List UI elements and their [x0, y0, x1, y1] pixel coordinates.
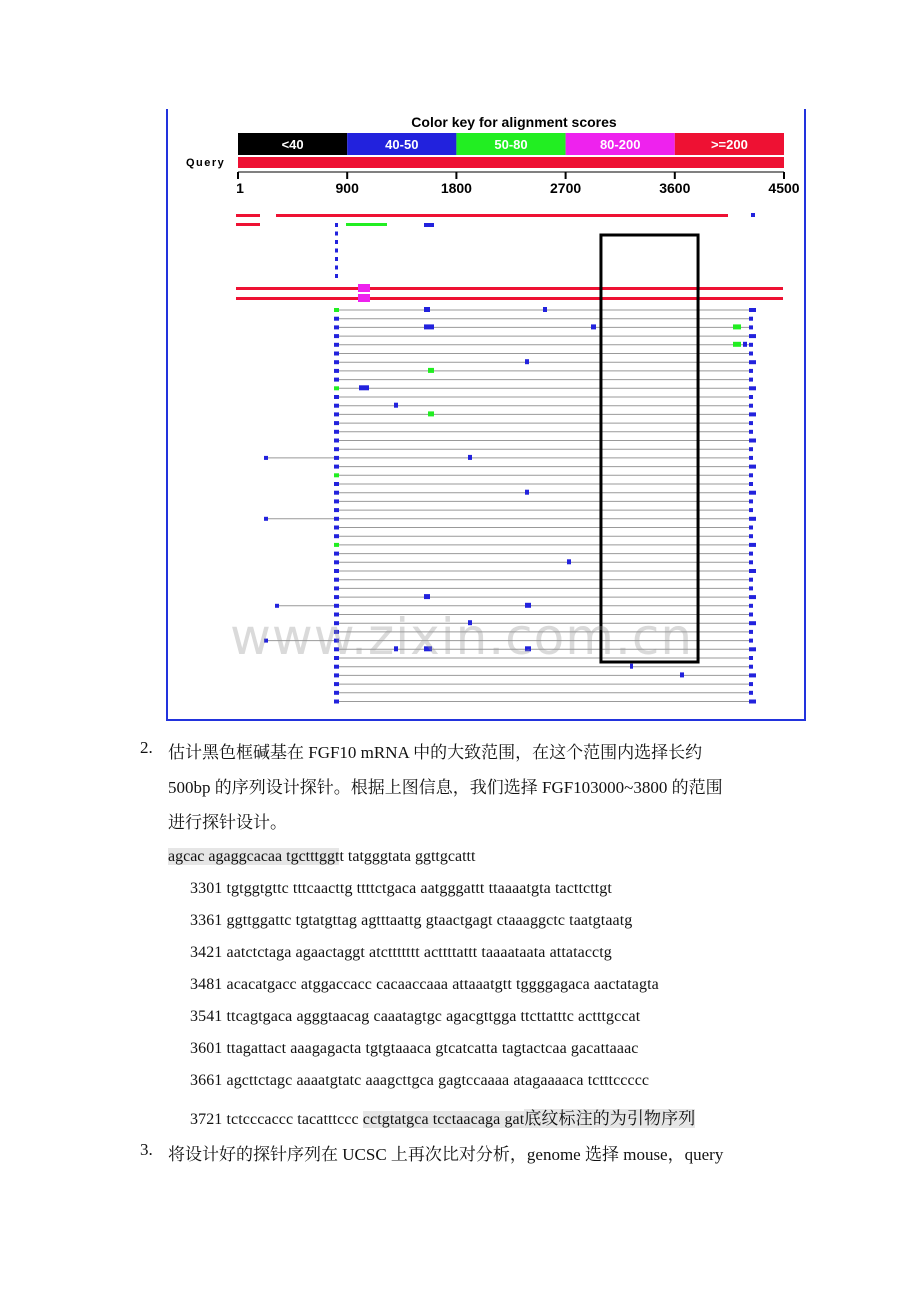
hit-segment [236, 223, 260, 226]
hit-segment [749, 621, 756, 625]
hit-segment [334, 325, 339, 329]
hit-segment [749, 395, 753, 399]
hit-segment [334, 421, 339, 425]
hit-segment [749, 317, 753, 321]
hit-segment [236, 297, 783, 300]
hit-segment [424, 223, 434, 227]
hit-segment [749, 456, 753, 460]
hit-segment [749, 421, 753, 425]
sequence-last-plain: 3721 tctcccaccc tacatttccc [190, 1111, 363, 1128]
sequence-line: 3361 ggttggattc tgtatgttag agtttaattg gtaactgagt ctaaaggctc taatgtaatg [190, 912, 633, 929]
hit-segment [749, 334, 756, 338]
primer-reverse: cctgtatgca tcctaacaga gat [362, 1111, 525, 1128]
hit-segment [334, 343, 339, 347]
hit-segment [334, 673, 339, 677]
hit-segment [334, 439, 339, 443]
hit-segment [680, 672, 684, 677]
hit-segment [334, 395, 339, 399]
hit-segment [334, 317, 339, 321]
query-bar [238, 157, 784, 168]
hit-segment [264, 456, 268, 460]
hit-segment [346, 223, 387, 226]
hit-segment [334, 526, 339, 530]
hit-segment [749, 700, 756, 704]
hit-segment [334, 482, 339, 486]
hit-segment [335, 257, 338, 261]
sequence-line: 3301 tgtggtgttc tttcaacttg ttttctgaca aatgggattt ttaaaatgta tacttcttgt [190, 880, 612, 897]
hit-segment [749, 595, 756, 599]
hit-segment [335, 274, 338, 278]
hit-segment [334, 308, 339, 312]
hit-segment [276, 214, 728, 217]
hit-segment [749, 473, 753, 477]
hit-segment [334, 430, 339, 434]
hit-segment [543, 307, 547, 312]
hit-segment [749, 586, 753, 590]
hit-segment [749, 491, 756, 495]
hit-segment [359, 385, 369, 390]
hit-segment [749, 430, 753, 434]
hit-segment [749, 630, 753, 634]
hit-segment [334, 508, 339, 512]
axis-tick-label: 900 [335, 180, 359, 196]
hit-segment [334, 552, 339, 556]
hit-segment [749, 639, 753, 643]
hit-segment [743, 342, 747, 347]
color-key-label: 50-80 [494, 137, 528, 152]
hit-segment [334, 473, 339, 477]
hit-segment [749, 673, 756, 677]
hit-segment [749, 534, 753, 538]
hit-segment [749, 647, 756, 651]
hit-segment [749, 404, 753, 408]
hit-segment [733, 324, 741, 329]
color-key-title: Color key for alignment scores [411, 114, 617, 130]
hit-segment [749, 613, 753, 617]
hit-segment [749, 325, 753, 329]
hit-segment [749, 412, 756, 416]
hit-segment [749, 526, 753, 530]
hit-segment [334, 682, 339, 686]
hit-segment [334, 543, 339, 547]
hit-segment [749, 682, 753, 686]
hit-segment [749, 560, 753, 564]
color-key-label: 80-200 [599, 137, 641, 152]
hit-segment [334, 595, 339, 599]
hit-segment [335, 266, 338, 270]
watermark: www.zixin.com.cn [230, 608, 694, 666]
hit-segment [334, 369, 339, 373]
hit-segment [334, 456, 339, 460]
hit-segment [749, 352, 753, 356]
hit-segment [334, 517, 339, 521]
sequence-first-line [168, 848, 475, 866]
hit-segment [334, 412, 339, 416]
hit-segment [334, 447, 339, 451]
axis-tick-label: 1800 [440, 180, 472, 196]
hit-segment [335, 223, 338, 227]
hit-segment [358, 284, 370, 292]
sequence-line: 3661 agcttctagc aaaatgtatc aaagcttgca gagtccaaaa atagaaaaca tctttccccc [190, 1072, 650, 1089]
hit-segment [424, 594, 430, 599]
hit-segment [749, 604, 753, 608]
hit-segment [749, 656, 753, 660]
hit-segment [749, 665, 753, 669]
hit-segment [334, 560, 339, 564]
query-label: Query [186, 157, 226, 169]
hit-segment [334, 491, 339, 495]
primer-note: 底纹标注的为引物序列 [524, 1109, 696, 1128]
hit-segment [334, 378, 339, 382]
hit-segment [749, 447, 753, 451]
hit-segment [334, 352, 339, 356]
hit-segment [394, 403, 398, 408]
axis-tick-label: 2700 [550, 180, 582, 196]
sequence-line: 3421 aatctctaga agaactaggt atcttttttt acttttattt taaaataata attatacctg [190, 944, 612, 961]
hit-segment [334, 691, 339, 695]
hit-segment [749, 552, 753, 556]
hit-segment [236, 214, 260, 217]
hit-segment [264, 517, 268, 521]
sequence-line: 3601 ttagattact aaagagacta tgtgtaaaca gtcatcatta tagtactcaa gacattaaac [190, 1040, 639, 1057]
hit-segment [424, 307, 430, 312]
color-key-label: >=200 [710, 137, 748, 152]
hit-segment [525, 359, 529, 364]
hit-segment [334, 360, 339, 364]
step2-line-3: 进行探针设计。 [168, 813, 287, 832]
hit-segment [567, 559, 571, 564]
sequence-first-rest: t tatgggtata ggttgcattt [339, 848, 476, 865]
axis-tick-label: 4500 [768, 180, 800, 196]
hit-segment [749, 578, 753, 582]
step2-line-2: 500bp 的序列设计探针。根据上图信息，我们选择 FGF103000~3800 的范围 [168, 778, 723, 797]
hit-segment [335, 249, 338, 253]
hit-segment [428, 368, 434, 373]
hit-segment [334, 386, 339, 390]
hit-segment [749, 378, 753, 382]
axis-tick-label: 1 [236, 180, 244, 196]
hit-segment [591, 324, 596, 329]
hit-segment [334, 569, 339, 573]
hit-segment [424, 324, 434, 329]
hit-segment [751, 213, 755, 217]
hit-segment [334, 578, 339, 582]
hit-segment [334, 499, 339, 503]
hit-segment [749, 691, 753, 695]
hit-segment [428, 411, 434, 416]
hit-segment [335, 240, 338, 244]
step2-number: 2. [140, 738, 153, 757]
sequence-line: 3481 acacatgacc atggaccacc cacaaccaaa attaaatgtt tggggagaca aactatagta [190, 976, 659, 993]
hit-segment [335, 232, 338, 236]
hit-segment [749, 465, 756, 469]
step3-number: 3. [140, 1140, 153, 1159]
sequence-last-line [190, 1104, 695, 1129]
hit-segment [749, 360, 756, 364]
hit-segment [749, 482, 753, 486]
hit-segment [334, 334, 339, 338]
step3-line: 将设计好的探针序列在 UCSC 上再次比对分析，genome 选择 mouse，query [168, 1145, 724, 1164]
hit-segment [236, 287, 783, 290]
color-key-label: 40-50 [385, 137, 419, 152]
color-key-label: <40 [281, 137, 304, 152]
hit-segment [749, 369, 753, 373]
hit-segment [334, 404, 339, 408]
hit-segment [749, 439, 756, 443]
sequence-line: 3541 ttcagtgaca agggtaacag caaatagtgc agacgttgga ttcttatttc actttgccat [190, 1008, 641, 1025]
hit-segment [468, 455, 472, 460]
step2-line-1: 估计黑色框碱基在 FGF10 mRNA 中的大致范围，在这个范围内选择长约 [168, 743, 703, 762]
hit-segment [749, 386, 756, 390]
hit-segment [749, 508, 753, 512]
hit-segment [334, 700, 339, 704]
axis-tick-label: 3600 [659, 180, 691, 196]
hit-segment [525, 490, 529, 495]
hit-segment [749, 499, 753, 503]
primer-forward: agcac agaggcacaa tgctttggt [168, 848, 340, 865]
hit-segment [749, 543, 756, 547]
hit-segment [749, 343, 753, 347]
hit-segment [334, 465, 339, 469]
hit-segment [749, 517, 756, 521]
hit-segment [334, 586, 339, 590]
hit-segment [749, 569, 756, 573]
hit-segment [358, 294, 370, 302]
hit-segment [334, 534, 339, 538]
hit-segment [749, 308, 756, 312]
hit-segment [733, 342, 741, 347]
